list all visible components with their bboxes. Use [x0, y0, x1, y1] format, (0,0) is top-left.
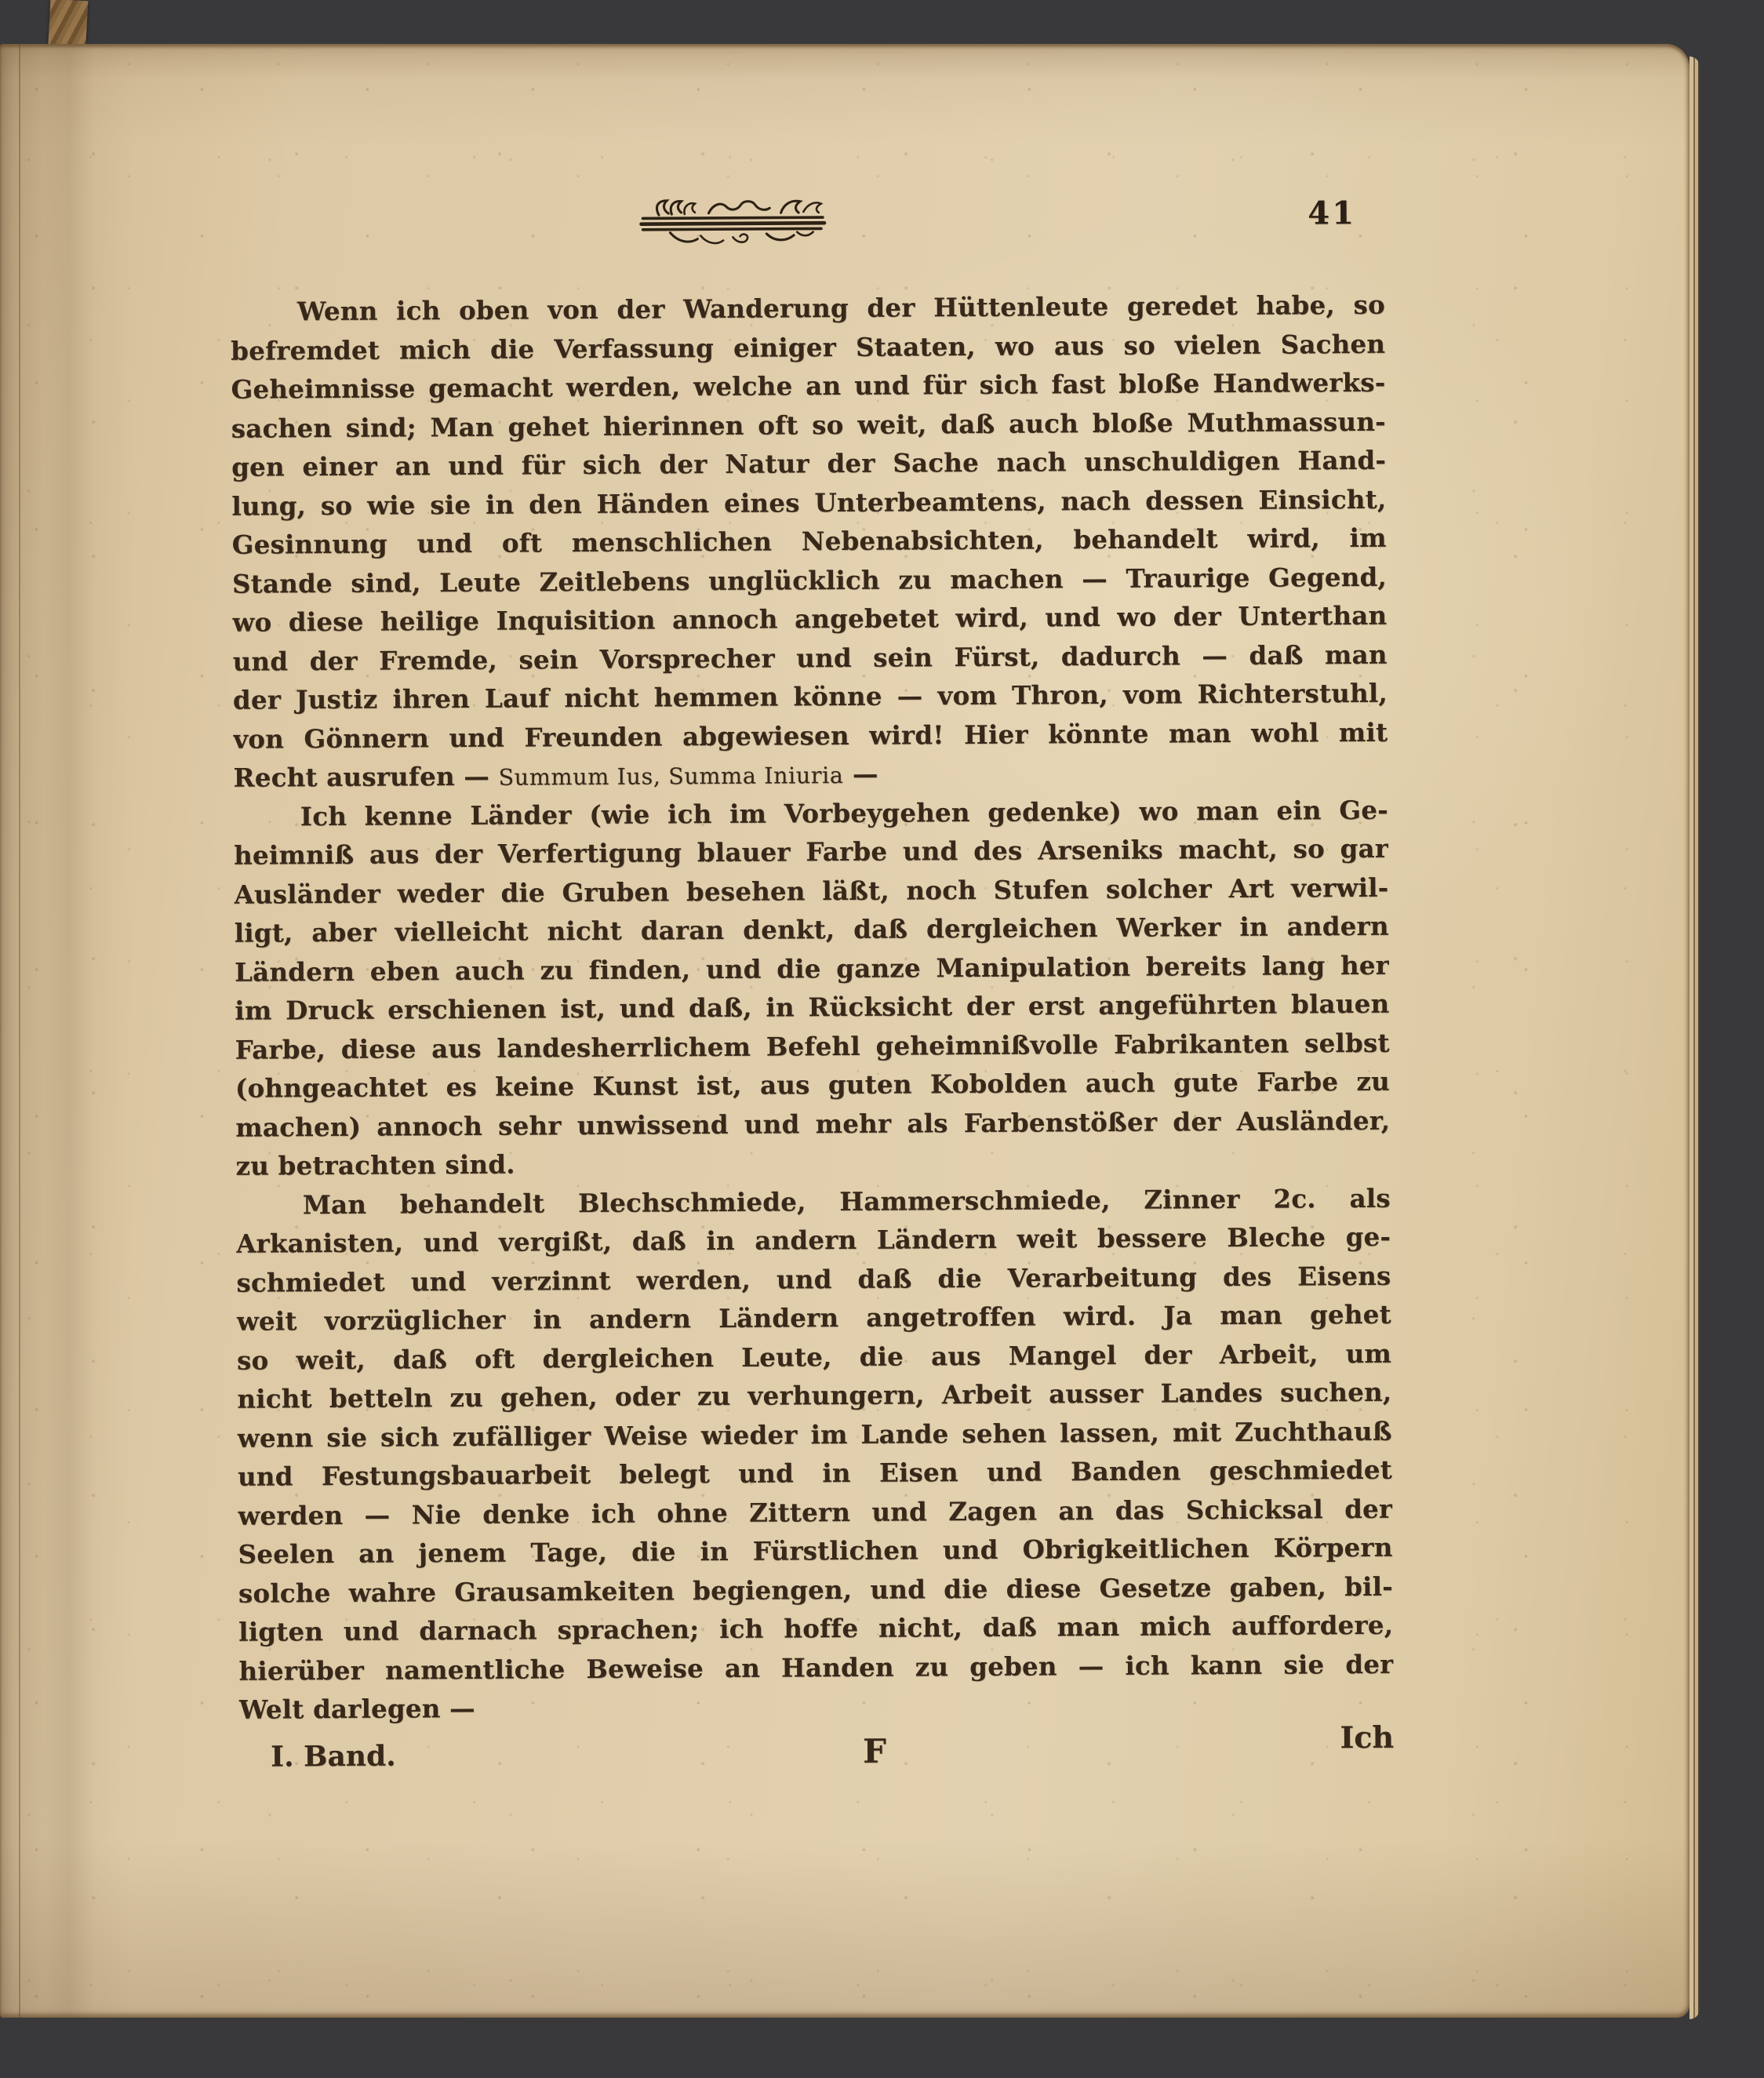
- text-line: so weit, daß oft dergleichen Leute, die aus Mangel der Arbeit, um: [236, 1337, 1392, 1376]
- text-line: lung, so wie sie in den Händen eines Unterbeamtens, nach dessen Einsicht,: [231, 483, 1387, 522]
- text-line: gen einer an und für sich der Natur der Sache nach unschuldigen Hand-: [231, 444, 1387, 482]
- text-line: wenn sie sich zufälliger Weise wieder im Lande sehen lassen, mit Zuchthauß: [237, 1415, 1392, 1454]
- text-line: befremdet mich die Verfassung einiger Staaten, wo aus so vielen Sachen: [231, 328, 1386, 366]
- paragraph: [234, 790, 1391, 1185]
- text-line: (ohngeachtet es keine Kunst ist, aus guten Kobolden auch gute Farbe zu: [235, 1065, 1391, 1104]
- text-line: ligt, aber vielleicht nicht daran denkt, daß dergleichen Werker in andern: [234, 910, 1389, 948]
- text-block: [231, 286, 1394, 1729]
- page-number: 41: [1308, 195, 1357, 232]
- text-line: Recht ausrufen — Summum Ius, Summa Iniuria —: [233, 758, 878, 793]
- text-line: werden — Nie denke ich ohne Zittern und Zagen an das Schicksal der: [238, 1493, 1393, 1531]
- text-line: Ich kenne Länder (wie ich im Vorbeygehen gedenke) wo man ein Ge-: [300, 794, 1388, 832]
- print-area: [0, 38, 1697, 2022]
- text-line: der Justiz ihren Lauf nicht hemmen könne — vom Thron, vom Richterstuhl,: [232, 677, 1388, 715]
- text-line: und Festungsbauarbeit belegt und in Eisen und Banden geschmiedet: [237, 1454, 1393, 1492]
- text-line: Seelen an jenem Tage, die in Fürstlichen und Obrigkeitlichen Körpern: [238, 1531, 1393, 1570]
- text-line: im Druck erschienen ist, und daß, in Rücksicht der erst angeführten blauen: [235, 988, 1390, 1026]
- latin-phrase: Summum Ius, Summa Iniuria: [498, 762, 844, 791]
- book-page: [0, 44, 1689, 2018]
- text-line: von Gönnern und Freunden abgewiesen wird! Hier könnte man wohl mit: [233, 716, 1388, 755]
- text-line: Wenn ich oben von der Wanderung der Hüttenleute geredet habe, so: [296, 289, 1386, 327]
- page-footer: [239, 1719, 1395, 1791]
- paragraph: [236, 1178, 1394, 1729]
- text-line: weit vorzüglicher in andern Ländern angetroffen wird. Ja man gehet: [236, 1298, 1391, 1337]
- text-line: heimniß aus der Verfertigung blauer Farbe und des Arseniks macht, so gar: [234, 832, 1389, 871]
- text-line: Gesinnung und oft menschlichen Nebenabsichten, behandelt wird, im: [231, 522, 1387, 560]
- text-line: zu betrachten sind.: [235, 1148, 515, 1181]
- text-line: nicht betteln zu gehen, oder zu verhungern, Arbeit ausser Landes suchen,: [237, 1376, 1392, 1414]
- text-line: machen) annoch sehr unwissend und mehr als Farbenstößer der Ausländer,: [235, 1105, 1391, 1143]
- text-line: Farbe, diese aus landesherrlichem Befehl geheimnißvolle Fabrikanten selbst: [235, 1027, 1390, 1065]
- text-line: Stande sind, Leute Zeitlebens unglücklich zu machen — Traurige Gegend,: [231, 561, 1388, 599]
- text-line: Arkanisten, und vergißt, daß in andern Ländern weit bessere Bleche ge-: [236, 1221, 1391, 1259]
- signature-mark: F: [862, 1731, 887, 1770]
- volume-signature: I. Band.: [271, 1739, 396, 1774]
- text-line: Ländern eben auch zu finden, und die ganze Manipulation bereits lang her: [234, 949, 1390, 988]
- text-line: sachen sind; Man gehet hierinnen oft so weit, daß auch bloße Muthmassun-: [231, 406, 1386, 444]
- text-line: schmiedet und verzinnt werden, und daß die Verarbeitung des Eisens: [236, 1260, 1391, 1298]
- text-line: Ausländer weder die Gruben besehen läßt, noch Stufen solcher Art verwil-: [234, 872, 1389, 910]
- text-line: Geheimnisse gemacht werden, welche an und für sich fast bloße Handwerks-: [231, 366, 1386, 405]
- text-line: ligten und darnach sprachen; ich hoffe nicht, daß man mich auffordere,: [238, 1609, 1394, 1647]
- text-line: hierüber namentliche Beweise an Handen zu geben — ich kann sie der: [238, 1648, 1394, 1687]
- head-rule-ornament-icon: [631, 190, 832, 253]
- text-line: Man behandelt Blechschmiede, Hammerschmiede, Zinner 2c. als: [302, 1182, 1391, 1220]
- catchword: Ich: [1340, 1719, 1395, 1756]
- text-line: und der Fremde, sein Vorsprecher und sein Fürst, dadurch — daß man: [232, 639, 1388, 677]
- text-line: Welt darlegen —: [238, 1692, 475, 1725]
- text-line: wo diese heilige Inquisition annoch angebetet wird, und wo der Unterthan: [232, 599, 1388, 638]
- paragraph: [231, 286, 1388, 797]
- text-line: solche wahre Grausamkeiten begiengen, und die diese Gesetze gaben, bil-: [238, 1570, 1393, 1609]
